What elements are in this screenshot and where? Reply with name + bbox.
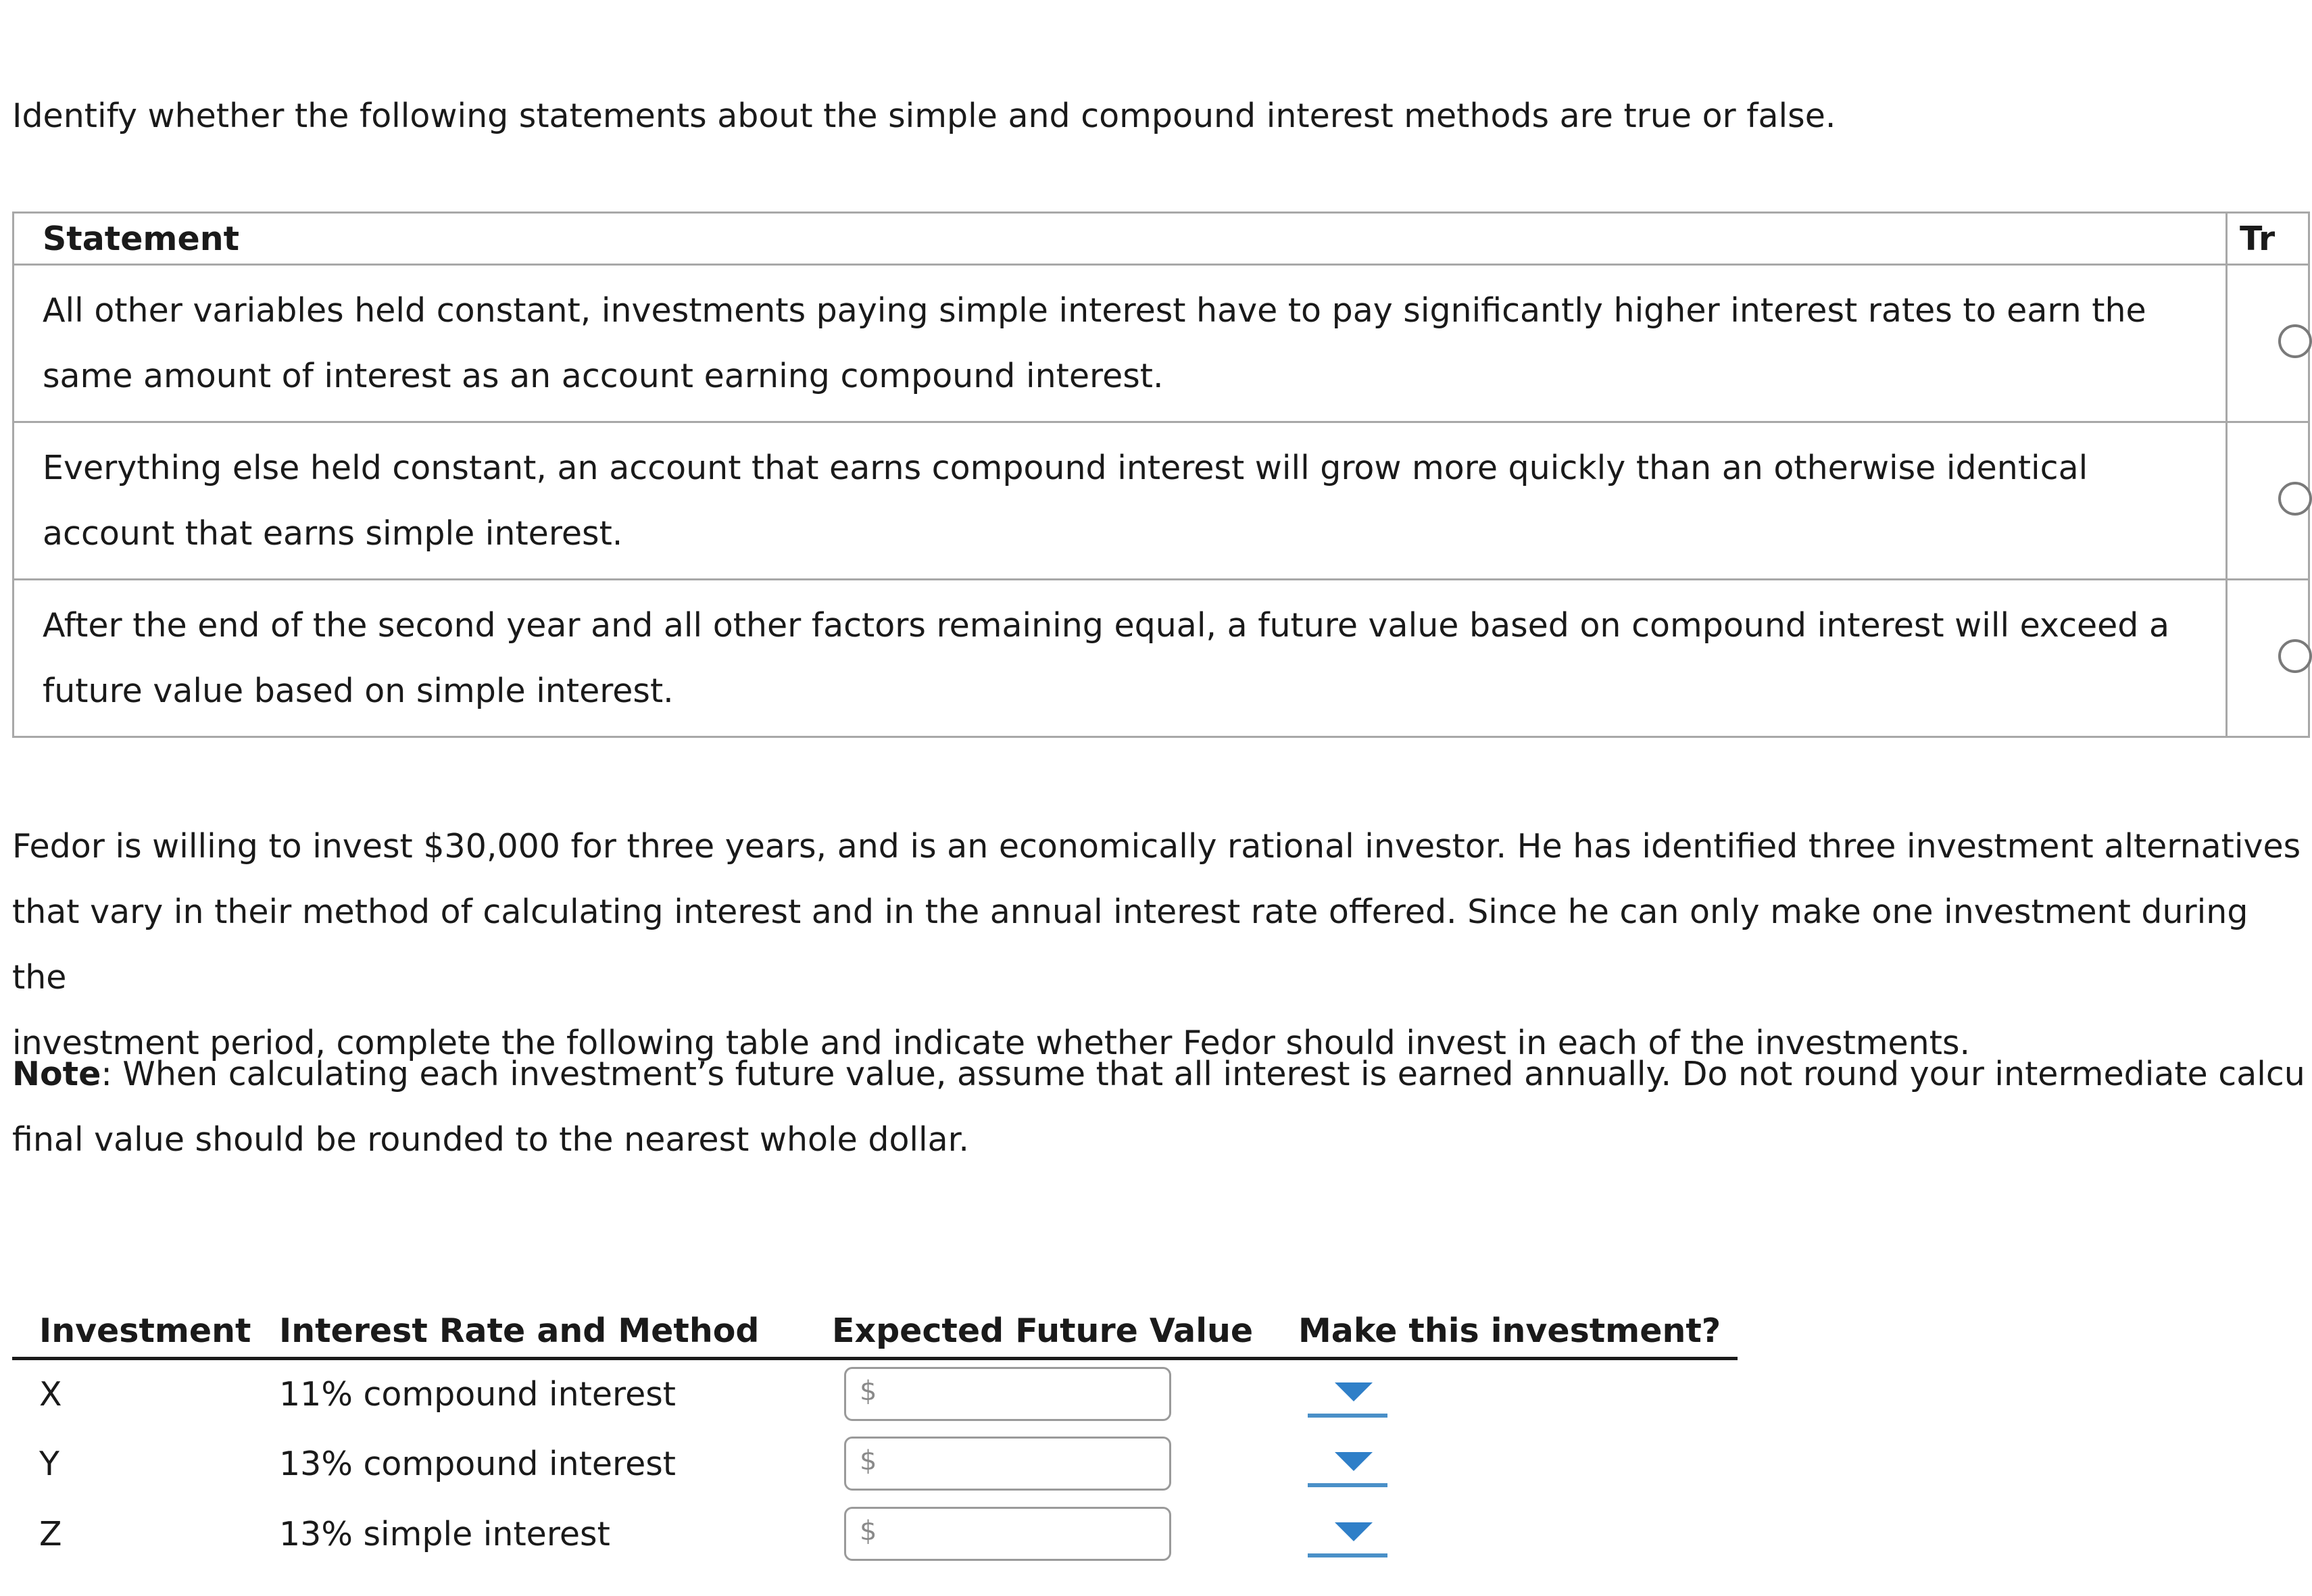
investment-name: Y [39,1444,59,1483]
intro-text: Identify whether the following statements about the simple and compound interest methods are true or false. [12,97,1836,135]
dollar-sign: $ [860,1445,877,1476]
statement-text-line: After the end of the second year and all other factors remaining equal, a future value based on compound interest will exceed a [43,606,2170,645]
scenario-line: that vary in their method of calculating interest and in the annual interest rate offered. Since he can only make one investment during the [12,893,2248,997]
statement-text-line: account that earns simple interest. [43,514,623,553]
investment-name: Z [39,1514,62,1553]
dollar-sign: $ [860,1516,877,1547]
future-value-input[interactable] [887,1443,1160,1485]
scenario-line: Fedor is willing to invest $30,000 for three years, and is an economically rational investor. He has identified three investment alternatives [12,827,2301,866]
note-line: : When calculating each investment’s future value, assume that all interest is earned annually. Do not round your intermediate calcu [101,1055,2305,1093]
tf-row [14,265,2309,422]
statement-text-line: same amount of interest as an account earning compound interest. [43,357,1164,395]
investment-name: X [39,1374,62,1414]
investment-row [12,1428,1738,1499]
investment-row [12,1499,1738,1569]
dropdown-caret-icon [1335,1522,1373,1541]
make-investment-cell [1298,1499,1738,1569]
true-cell [2227,580,2309,737]
make-investment-cell [1298,1428,1738,1499]
rate-method: 13% compound interest [279,1444,676,1483]
future-value-input[interactable] [887,1373,1160,1415]
note-paragraph [12,1041,2310,1172]
investment-header: Investment [12,1305,279,1358]
statement-text-line: All other variables held constant, investments paying simple interest have to pay significantly higher interest rates to earn the [43,291,2146,330]
scenario-line: investment period, complete the following table and indicate whether Fedor should invest in each of the investments. [12,1024,1971,1062]
note-label: Note [12,1055,101,1093]
tf-row [14,422,2309,580]
investment-table [12,1305,1738,1569]
statement-text-line: future value based on simple interest. [43,672,674,710]
true-radio[interactable] [2278,324,2312,358]
make-investment-dropdown[interactable] [1308,1370,1387,1418]
future-value-field[interactable] [844,1367,1171,1421]
future-value-input[interactable] [887,1513,1160,1555]
statement-cell [14,580,2227,737]
scenario-paragraph [12,814,2310,1076]
statement-text-line: Everything else held constant, an account that earns compound interest will grow more quickly than an otherwise identical [43,449,2088,487]
future-value-cell [832,1428,1298,1499]
dropdown-caret-icon [1335,1452,1373,1471]
future-value-field[interactable] [844,1507,1171,1561]
statement-cell [14,265,2227,422]
future-value-field[interactable] [844,1437,1171,1491]
investment-header-row [12,1305,1738,1358]
rate-method: 13% simple interest [279,1514,610,1553]
true-cell [2227,422,2309,580]
rate-method: 11% compound interest [279,1374,676,1414]
true-header: Tr [2227,213,2309,265]
make-investment-dropdown[interactable] [1308,1440,1387,1487]
future-value-cell [832,1499,1298,1569]
true-false-table [12,211,2310,738]
tf-header-row [14,213,2309,265]
statement-cell [14,422,2227,580]
statement-header: Statement [14,213,2227,265]
future-value-header: Expected Future Value [832,1305,1298,1358]
rate-method-header: Interest Rate and Method [279,1305,832,1358]
dropdown-caret-icon [1335,1382,1373,1401]
make-investment-header: Make this investment? [1298,1305,1738,1358]
tf-row [14,580,2309,737]
make-investment-cell [1298,1358,1738,1428]
note-line: final value should be rounded to the nearest whole dollar. [12,1120,969,1159]
dollar-sign: $ [860,1376,877,1407]
true-cell [2227,265,2309,422]
future-value-cell [832,1358,1298,1428]
make-investment-dropdown[interactable] [1308,1510,1387,1557]
true-radio[interactable] [2278,482,2312,516]
investment-row [12,1358,1738,1428]
true-radio[interactable] [2278,639,2312,673]
